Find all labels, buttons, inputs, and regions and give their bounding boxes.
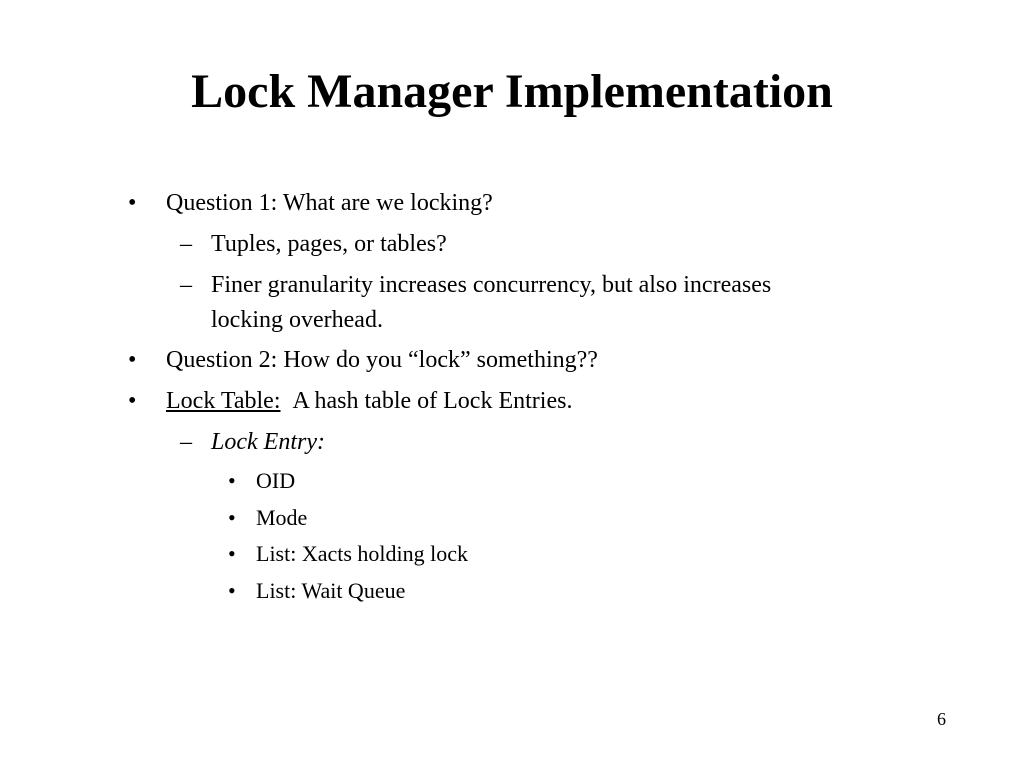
lock-table-description: A hash table of Lock Entries. bbox=[292, 388, 573, 414]
dash-marker: – bbox=[180, 429, 192, 455]
page-number: 6 bbox=[937, 709, 946, 729]
bullet-text: Question 1: What are we locking? bbox=[166, 190, 493, 216]
lock-table-spacer bbox=[281, 388, 293, 414]
bullet-marker: • bbox=[228, 505, 236, 530]
slide-title: Lock Manager Implementation bbox=[191, 65, 833, 118]
bullet-marker: • bbox=[228, 468, 236, 493]
dash-marker: – bbox=[180, 231, 192, 257]
lock-entry-term: Lock Entry: bbox=[211, 429, 325, 455]
lock-table-term: Lock Table: bbox=[166, 388, 281, 414]
sub-bullet-text: Finer granularity increases concurrency, but also increases bbox=[211, 272, 772, 298]
lock-entry-field-text: Mode bbox=[256, 505, 308, 530]
bullet-marker: • bbox=[128, 388, 137, 414]
bullet-marker: • bbox=[228, 541, 236, 566]
lock-table-text bbox=[166, 384, 572, 418]
lock-entry-field-text: OID bbox=[256, 468, 296, 493]
lock-entry-field-text: List: Wait Queue bbox=[256, 578, 406, 603]
bullet-marker: • bbox=[228, 578, 236, 603]
bullet-text: Question 2: How do you “lock” something?? bbox=[166, 347, 598, 373]
bullet-marker: • bbox=[128, 190, 137, 216]
sub-bullet-text: locking overhead. bbox=[211, 307, 383, 333]
dash-marker: – bbox=[180, 272, 192, 298]
lock-entry-field-text: List: Xacts holding lock bbox=[256, 541, 469, 566]
sub-bullet-text: Tuples, pages, or tables? bbox=[211, 231, 447, 257]
bullet-marker: • bbox=[128, 347, 137, 373]
